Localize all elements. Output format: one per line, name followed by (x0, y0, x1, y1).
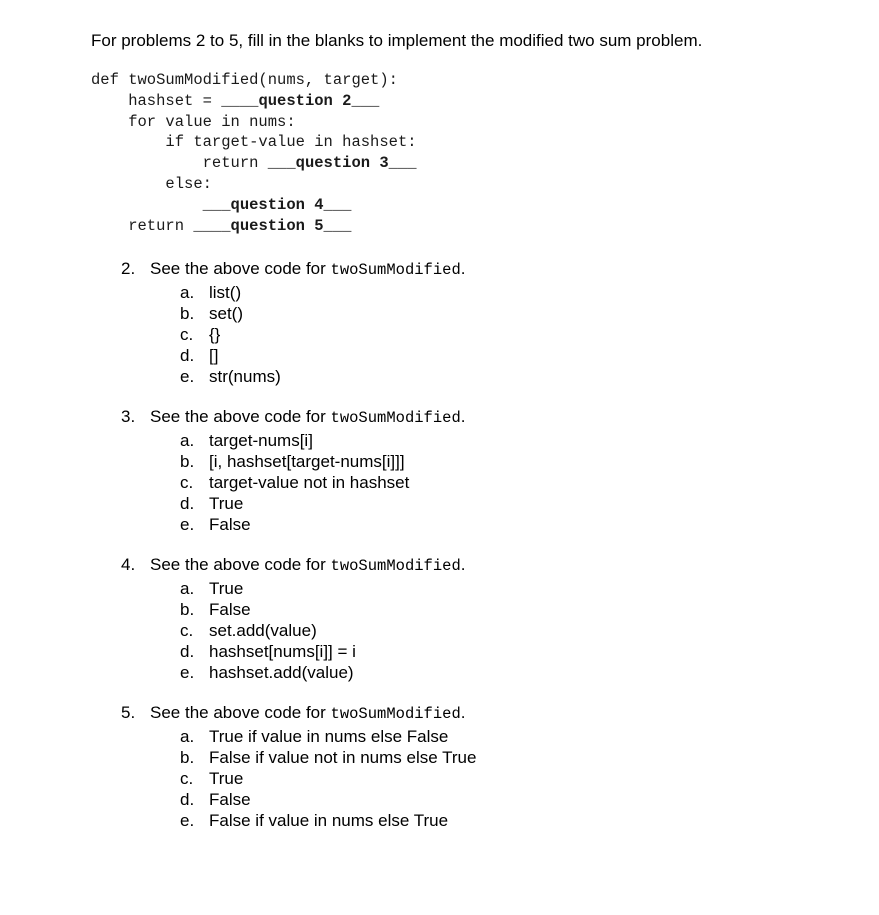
code-text (91, 196, 203, 214)
answer-option[interactable] (180, 366, 821, 387)
question-prompt (121, 258, 821, 281)
answer-option[interactable] (180, 620, 821, 641)
prompt-text: See the above code for (150, 259, 331, 278)
prompt-end: . (460, 555, 466, 574)
question-list (121, 258, 821, 850)
option-text: [i, hashset[target-nums[i]]] (209, 452, 405, 471)
option-letter: a. (180, 579, 195, 598)
function-name: twoSumModified (330, 705, 461, 723)
answer-option[interactable] (180, 324, 821, 345)
option-letter: a. (180, 283, 195, 302)
option-letter: b. (180, 304, 195, 323)
code-block (91, 70, 417, 236)
instructions-text: For problems 2 to 5, fill in the blanks to implement the modified two sum problem. (91, 31, 703, 50)
option-text: set.add(value) (209, 621, 317, 640)
option-letter: b. (180, 600, 195, 619)
answer-option[interactable] (180, 451, 821, 472)
code-line-else-body (91, 195, 417, 216)
answer-option[interactable] (180, 641, 821, 662)
question-3 (121, 406, 821, 535)
option-letter: a. (180, 727, 195, 746)
option-letter: e. (180, 367, 195, 386)
blank-question-4: ___question 4___ (202, 195, 352, 214)
answer-options (121, 578, 821, 683)
question-2 (121, 258, 821, 387)
option-letter: b. (180, 748, 195, 767)
option-letter: c. (180, 473, 194, 492)
function-name: twoSumModified (330, 409, 461, 427)
answer-option[interactable] (180, 282, 821, 303)
function-name: twoSumModified (330, 557, 461, 575)
option-text: True (209, 769, 244, 788)
option-text: False if value not in nums else True (209, 748, 477, 767)
option-letter: a. (180, 431, 195, 450)
option-letter: c. (180, 325, 194, 344)
option-text: True (209, 494, 244, 513)
option-letter: c. (180, 621, 194, 640)
answer-option[interactable] (180, 768, 821, 789)
answer-option[interactable] (180, 514, 821, 535)
answer-option[interactable] (180, 345, 821, 366)
answer-options (121, 282, 821, 387)
option-text: True (209, 579, 244, 598)
option-letter: e. (180, 811, 195, 830)
code-line-if: if target-value in hashset: (91, 133, 417, 152)
question-prompt (121, 554, 821, 577)
option-text: [] (209, 346, 219, 365)
option-text: False (209, 600, 251, 619)
answer-option[interactable] (180, 493, 821, 514)
question-number: 5. (121, 703, 136, 722)
question-5 (121, 702, 821, 831)
option-text: False (209, 790, 251, 809)
option-text: False (209, 515, 251, 534)
option-text: target-nums[i] (209, 431, 313, 450)
answer-option[interactable] (180, 578, 821, 599)
option-letter: d. (180, 790, 195, 809)
code-line-for: for value in nums: (91, 112, 296, 131)
code-line-def: def twoSumModified(nums, target): (91, 71, 398, 89)
option-text: False if value in nums else True (209, 811, 449, 830)
code-line-return-outer (91, 216, 417, 237)
option-letter: d. (180, 642, 195, 661)
function-name: twoSumModified (330, 261, 461, 279)
code-line-hashset (91, 91, 417, 112)
option-letter: d. (180, 346, 195, 365)
prompt-text: See the above code for (150, 703, 331, 722)
answer-option[interactable] (180, 747, 821, 768)
answer-option[interactable] (180, 303, 821, 324)
option-letter: b. (180, 452, 195, 471)
answer-option[interactable] (180, 810, 821, 831)
blank-question-5: ____question 5___ (193, 216, 352, 235)
option-text: list() (209, 283, 242, 302)
question-prompt (121, 406, 821, 429)
answer-options (121, 430, 821, 535)
prompt-text: See the above code for (150, 555, 331, 574)
answer-option[interactable] (180, 430, 821, 451)
answer-options (121, 726, 821, 831)
blank-question-2: ____question 2___ (221, 91, 380, 110)
code-text: return (91, 154, 268, 173)
question-number: 2. (121, 259, 136, 278)
prompt-end: . (460, 703, 466, 722)
option-text: target-value not in hashset (209, 473, 410, 492)
prompt-end: . (460, 259, 466, 278)
answer-option[interactable] (180, 472, 821, 493)
option-text: True if value in nums else False (209, 727, 449, 746)
question-prompt (121, 702, 821, 725)
option-text: hashset.add(value) (209, 663, 354, 682)
option-text: hashset[nums[i]] = i (209, 642, 356, 661)
code-line-return-inner (91, 153, 417, 174)
answer-option[interactable] (180, 599, 821, 620)
option-text: {} (209, 325, 221, 344)
answer-option[interactable] (180, 726, 821, 747)
option-letter: e. (180, 663, 195, 682)
blank-question-3: ___question 3___ (267, 154, 417, 173)
option-letter: e. (180, 515, 195, 534)
option-text: str(nums) (209, 367, 281, 386)
code-text: hashset = (91, 91, 222, 110)
question-number: 3. (121, 407, 136, 426)
option-text: set() (209, 304, 243, 323)
prompt-end: . (460, 407, 466, 426)
code-text: return (91, 216, 194, 235)
code-line-else: else: (91, 174, 212, 193)
option-letter: d. (180, 494, 195, 513)
question-number: 4. (121, 555, 136, 574)
question-4 (121, 554, 821, 683)
answer-option[interactable] (180, 789, 821, 810)
prompt-text: See the above code for (150, 407, 331, 426)
answer-option[interactable] (180, 662, 821, 683)
option-letter: c. (180, 769, 194, 788)
